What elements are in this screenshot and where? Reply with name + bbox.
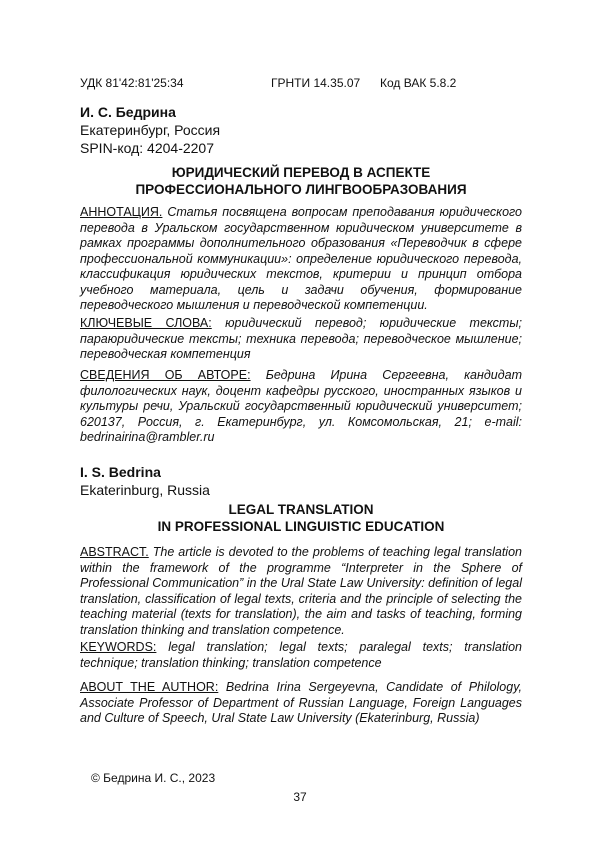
keywords-en: [80, 640, 522, 671]
keywords-text-ru: юридический перевод; юридические тексты; параюридические тексты; техника перевода; переводческое мышление; переводческая компетенция: [80, 316, 522, 361]
udk-code: УДК 81'42:81'25:34: [80, 76, 184, 90]
about-label-ru: СВЕДЕНИЯ ОБ АВТОРЕ:: [80, 368, 251, 382]
keywords-text-en: legal translation; legal texts; paralegal texts; translation technique; translation thinking; translation competence: [80, 640, 522, 670]
about-label-en: ABOUT THE AUTHOR:: [80, 680, 219, 694]
author-spin: SPIN-код: 4204-2207: [80, 140, 214, 156]
author-city-en: Ekaterinburg, Russia: [80, 482, 210, 498]
title-en-line1: LEGAL TRANSLATION: [228, 502, 374, 517]
article-title-ru: [80, 164, 522, 198]
title-ru-line2: ПРОФЕССИОНАЛЬНОГО ЛИНГВООБРАЗОВАНИЯ: [135, 182, 467, 197]
author-block-en: [80, 463, 210, 499]
author-name-en: I. S. Bedrina: [80, 464, 161, 480]
about-author-en: [80, 680, 522, 727]
author-city-ru: Екатеринбург, Россия: [80, 122, 221, 138]
keywords-label-en: KEYWORDS:: [80, 640, 157, 654]
copyright-notice: © Бедрина И. С., 2023: [91, 771, 216, 785]
article-title-en: [80, 501, 522, 535]
abstract-label-ru: АННОТАЦИЯ.: [80, 205, 163, 219]
author-block-ru: [80, 103, 220, 157]
about-text-en: Bedrina Irina Sergeyevna, Candidate of Philology, Associate Professor of Department of Russian Language, Foreign Languages and Culture of Speech, Ural State Law University (Ekaterinburg, Russia): [80, 680, 522, 725]
about-author-ru: [80, 368, 522, 446]
author-name-ru: И. С. Бедрина: [80, 104, 176, 120]
keywords-label-ru: КЛЮЧЕВЫЕ СЛОВА:: [80, 316, 212, 330]
grnti-code: ГРНТИ 14.35.07: [271, 76, 361, 90]
keywords-ru: [80, 316, 522, 363]
about-text-ru: Бедрина Ирина Сергеевна, кандидат филологических наук, доцент кафедры русского, иностранных языков и культуры речи, Уральский государственный юридический университет; 620137, Россия, г. Екатеринбург, ул. Комсомольская, 21; e-mail: bedrinairina@rambler.ru: [80, 368, 522, 444]
abstract-ru: [80, 205, 522, 314]
title-en-line2: IN PROFESSIONAL LINGUISTIC EDUCATION: [157, 519, 445, 534]
page-number: 37: [293, 790, 307, 804]
title-ru-line1: ЮРИДИЧЕСКИЙ ПЕРЕВОД В АСПЕКТЕ: [171, 165, 431, 180]
vak-code: Код ВАК 5.8.2: [380, 76, 457, 90]
abstract-label-en: ABSTRACT.: [80, 545, 149, 559]
abstract-text-ru: Статья посвящена вопросам преподавания юридического перевода в Уральском государственном юридическом университете в рамках программы дополнительного образования «Переводчик в сфере профессиональной коммуникации»: определение юридического перевода, классификация юридических текстов, критерии и принцип отбора учебного материала, цель и задачи обучения, формирование переводческого мышления и переводческой компетенции.: [80, 205, 522, 312]
abstract-text-en: The article is devoted to the problems of teaching legal translation within the framework of the programme “Interpreter in the Sphere of Professional Communication” in the Ural State Law University: definition of legal translation, classification of legal texts, criteria and the principle of selecting the teaching material (texts for translation), the aim and tasks of teaching, forming translation thinking and translation competence.: [80, 545, 522, 637]
abstract-en: [80, 545, 522, 638]
